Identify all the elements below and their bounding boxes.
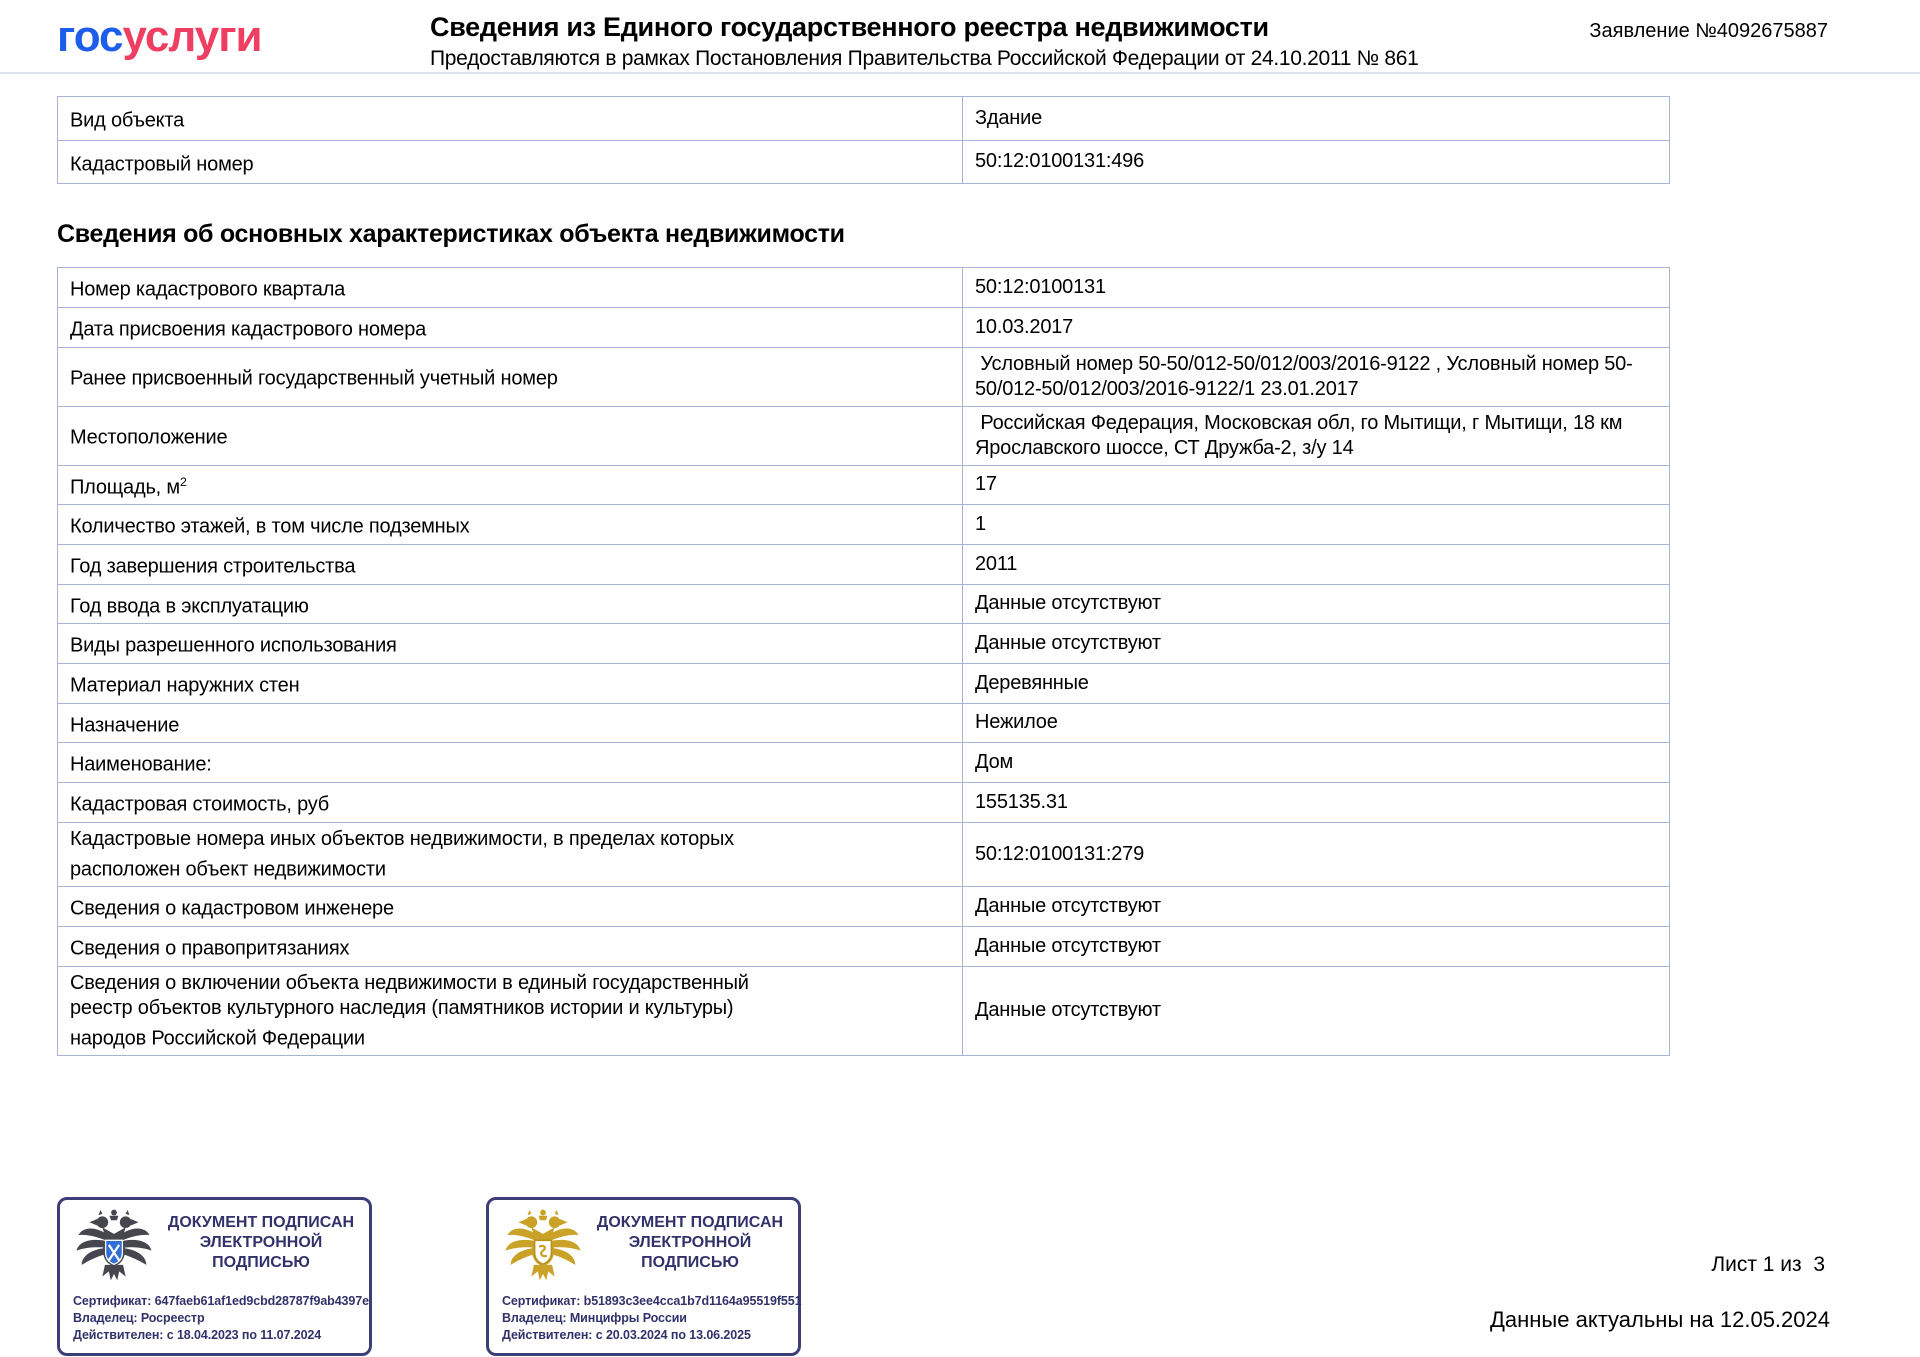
table-row	[58, 97, 1670, 141]
row-value: Данные отсутствуют	[963, 624, 1670, 664]
section-title: Сведения об основных характеристиках объекта недвижимости	[57, 220, 845, 249]
application-number: Заявление №4092675887	[1589, 20, 1828, 42]
row-value: 50:12:0100131:279	[963, 822, 1670, 887]
stamp-title: ДОКУМЕНТ ПОДПИСАН ЭЛЕКТРОННОЙ ПОДПИСЬЮ	[596, 1214, 784, 1271]
table-row	[58, 505, 1670, 545]
table-row	[58, 743, 1670, 783]
row-label	[58, 926, 963, 966]
object-summary-table	[57, 96, 1670, 184]
row-label	[58, 584, 963, 624]
table-row	[58, 887, 1670, 927]
row-value: Условный номер 50-50/012-50/012/003/2016-9122 , Условный номер 50-50/012-50/012/003/2016-9122/1 23.01.2017	[963, 347, 1670, 406]
row-label	[58, 544, 963, 584]
signature-stamp-mintsifry	[486, 1197, 801, 1356]
stamp-validity: Действителен: с 20.03.2024 по 13.06.2025	[502, 1328, 751, 1342]
row-label	[58, 703, 963, 743]
table-row	[58, 268, 1670, 308]
row-label-text: Вид объекта	[70, 109, 185, 132]
row-value: Дом	[963, 743, 1670, 783]
row-value: 2011	[963, 544, 1670, 584]
row-label	[58, 505, 963, 545]
table-row	[58, 782, 1670, 822]
row-label-text: Год завершения строительства	[70, 555, 356, 578]
stamp-owner: Владелец: Минцифры России	[502, 1311, 687, 1325]
row-label-superscript: 2	[179, 474, 187, 489]
table-row	[58, 966, 1670, 1056]
row-value: Данные отсутствуют	[963, 966, 1670, 1056]
row-label-text: Сведения о включении объекта недвижимости в единый государственный реестр объектов культурного наследия (памятников истории и культуры) народов Российской Федерации	[70, 971, 749, 1050]
row-label	[58, 822, 963, 887]
page-subtitle: Предоставляются в рамках Постановления Правительства Российской Федерации от 24.10.2011 № 861	[430, 47, 1419, 70]
row-label-text: Местоположение	[70, 426, 228, 449]
row-value: 155135.31	[963, 782, 1670, 822]
row-value: Данные отсутствуют	[963, 584, 1670, 624]
row-label	[58, 268, 963, 308]
row-label-text: Наименование:	[70, 753, 212, 776]
signature-stamp-rosreestr	[57, 1197, 372, 1356]
row-label-text: Номер кадастрового квартала	[70, 278, 346, 301]
rosreestr-eagle-icon	[72, 1208, 156, 1292]
page-title: Сведения из Единого государственного реестра недвижимости	[430, 12, 1269, 42]
row-label	[58, 782, 963, 822]
row-label	[58, 624, 963, 664]
row-label	[58, 97, 963, 141]
table-row	[58, 347, 1670, 406]
table-row	[58, 465, 1670, 505]
row-value: Здание	[963, 97, 1670, 141]
stamp-owner: Владелец: Росреестр	[73, 1311, 205, 1325]
row-label-text: Сведения о кадастровом инженере	[70, 897, 394, 920]
stamp-certificate: Сертификат: b51893c3ee4cca1b7d1164a95519f551	[502, 1294, 802, 1308]
row-label-text: Виды разрешенного использования	[70, 634, 397, 657]
row-value: Деревянные	[963, 663, 1670, 703]
header	[0, 0, 1920, 74]
row-value: 1	[963, 505, 1670, 545]
stamp-title: ДОКУМЕНТ ПОДПИСАН ЭЛЕКТРОННОЙ ПОДПИСЬЮ	[167, 1214, 355, 1271]
table-row	[58, 822, 1670, 887]
data-actuality-date: Данные актуальны на 12.05.2024	[1490, 1307, 1830, 1332]
logo-part-red: услуги	[122, 12, 262, 61]
table-row	[58, 140, 1670, 184]
row-label	[58, 465, 963, 505]
russia-coat-of-arms-icon	[501, 1208, 585, 1292]
row-value: 17	[963, 465, 1670, 505]
stamp-validity: Действителен: с 18.04.2023 по 11.07.2024	[73, 1328, 322, 1342]
row-label-text: Год ввода в эксплуатацию	[70, 595, 309, 618]
row-value: 10.03.2017	[963, 307, 1670, 347]
row-label-text: Материал наружних стен	[70, 674, 300, 697]
row-label	[58, 663, 963, 703]
sheet-number: Лист 1 из 3	[1711, 1253, 1825, 1276]
row-label	[58, 140, 963, 184]
table-row	[58, 544, 1670, 584]
row-value: 50:12:0100131:496	[963, 140, 1670, 184]
table-row	[58, 663, 1670, 703]
row-label-text: Дата присвоения кадастрового номера	[70, 318, 427, 341]
row-label	[58, 406, 963, 465]
table-row	[58, 926, 1670, 966]
row-label-text: Площадь, м	[70, 476, 180, 499]
stamp-details	[502, 1293, 802, 1344]
row-value: Российская Федерация, Московская обл, го Мытищи, г Мытищи, 18 км Ярославского шоссе, СТ Дружба-2, з/у 14	[963, 406, 1670, 465]
row-label-text: Кадастровые номера иных объектов недвижимости, в пределах которых расположен объект недвижимости	[70, 827, 734, 881]
row-value: Нежилое	[963, 703, 1670, 743]
row-value: Данные отсутствуют	[963, 887, 1670, 927]
table-row	[58, 307, 1670, 347]
row-label-text: Назначение	[70, 714, 180, 737]
row-label	[58, 347, 963, 406]
row-label-text: Сведения о правопритязаниях	[70, 937, 350, 960]
gosuslugi-logo-icon	[57, 12, 262, 62]
characteristics-table	[57, 267, 1670, 1056]
table-row	[58, 584, 1670, 624]
row-label-text: Кадастровый номер	[70, 153, 254, 176]
row-value: Данные отсутствуют	[963, 926, 1670, 966]
table-row	[58, 624, 1670, 664]
row-label	[58, 307, 963, 347]
row-label	[58, 966, 963, 1056]
table-row	[58, 703, 1670, 743]
table-row	[58, 406, 1670, 465]
row-label	[58, 743, 963, 783]
row-label-text: Количество этажей, в том числе подземных	[70, 515, 470, 538]
row-value: 50:12:0100131	[963, 268, 1670, 308]
logo-part-blue: гос	[57, 12, 123, 61]
stamp-certificate: Сертификат: 647faeb61af1ed9cbd28787f9ab4397e	[73, 1294, 369, 1308]
row-label-text: Ранее присвоенный государственный учетный номер	[70, 367, 558, 390]
row-label	[58, 887, 963, 927]
row-label-text: Кадастровая стоимость, руб	[70, 793, 330, 816]
stamp-details	[73, 1293, 369, 1344]
